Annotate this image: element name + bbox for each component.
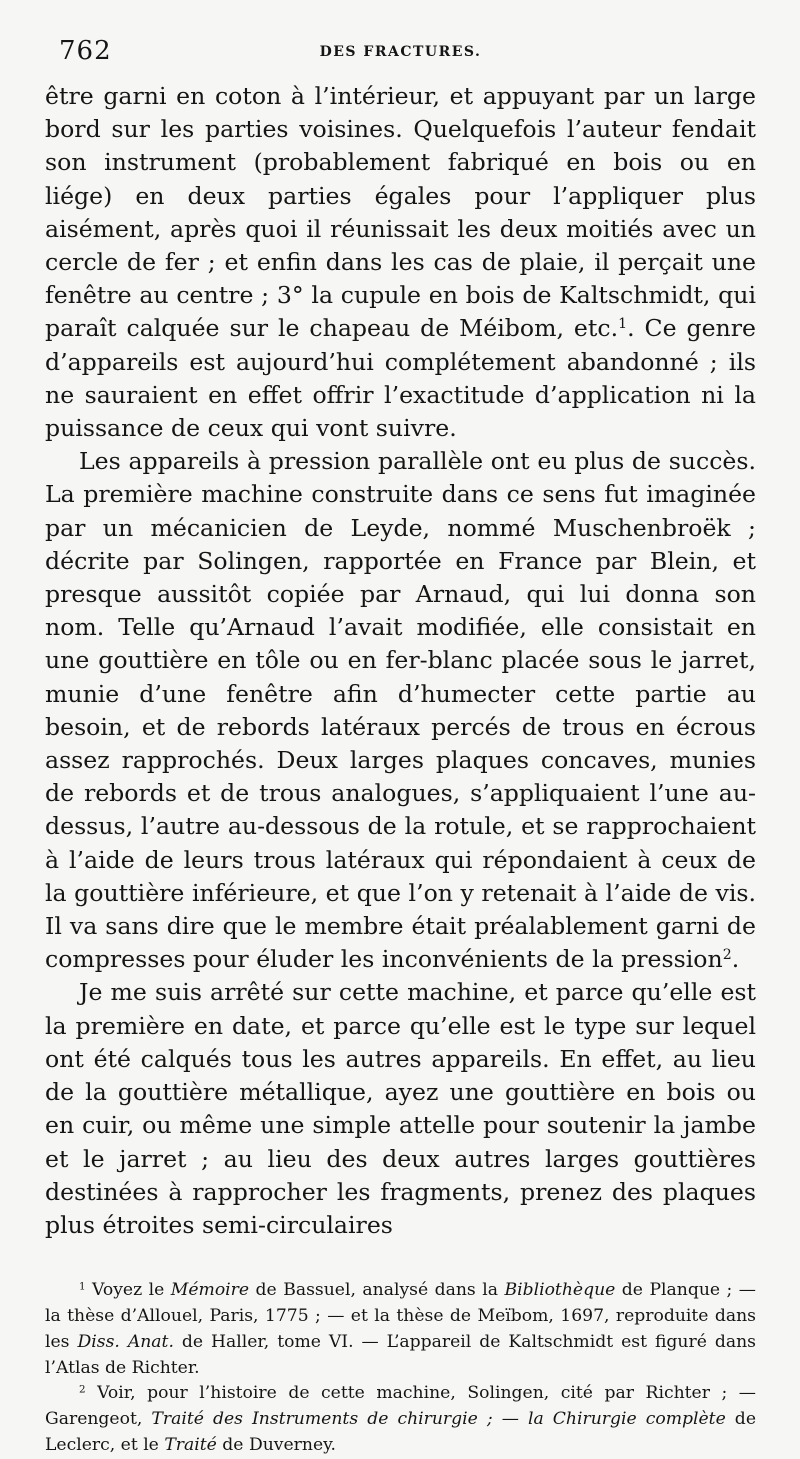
italic-text: Bibliothèque	[504, 1280, 616, 1301]
paragraph	[45, 445, 756, 976]
text-run: Voyez le	[85, 1280, 171, 1301]
text-run: de Bassuel, analysé dans la	[249, 1280, 505, 1301]
text-run: de Planque ; — la thèse d’Allouel, Paris, 1775 ; — et la thèse de Meïbom, 1697, reproduite dans les	[45, 1280, 756, 1352]
note-reference: 1	[618, 316, 628, 333]
text-run: de Haller, tome VI. — L’appareil de Kaltschmidt est figuré dans l’Atlas de Richter.	[45, 1331, 756, 1378]
page-number: 762	[59, 36, 112, 66]
italic-text: Mémoire	[170, 1280, 250, 1301]
text-run: .	[731, 945, 740, 974]
italic-text: Traité des Instruments de chirurgie ; — la Chirurgie complète	[151, 1409, 726, 1430]
paragraph	[45, 80, 756, 445]
text-run: Les appareils à pression parallèle ont eu plus de succès. La première machine construite dans ce sens fut imaginée par un mécanicien de Leyde, nommé Muschenbroëk ; décrite par Solingen, rapportée en France par Blein, et presque aussitôt copiée par Arnaud, qui lui donna son nom. Telle qu’Arnaud l’avait modifiée, elle consistait en une gouttière en tôle ou en fer-blanc placée sous le jarret, munie d’une fenêtre afin d’humecter cette partie au besoin, et de rebords latéraux percés de trous en écrous assez rapprochés. Deux larges plaques concaves, munies de rebords et de trous analogues, s’appliquaient l’une au-dessus, l’autre au-dessous de la rotule, et se rapprochaient à l’aide de leurs trous latéraux qui répondaient à ceux de la gouttière inférieure, et que l’on y retenait à l’aide de vis. Il va sans dire que le membre était préalablement garni de compresses pour éluder les inconvénients de la pression	[45, 447, 756, 974]
note-reference: 2	[79, 1383, 86, 1396]
text-run: être garni en coton à l’intérieur, et appuyant par un large bord sur les parties voisines. Quelquefois l’auteur fendait son instrument (probablement fabriqué en bois ou en liége) en deux parties égales pour l’appliquer plus aisément, après quoi il réunissait les deux moitiés avec un cercle de fer ; et enfin dans les cas de plaie, il perçait une fenêtre au centre ; 3° la cupule en bois de Kaltschmidt, qui paraît calquée sur le chapeau de Méibom, etc.	[45, 82, 756, 343]
footnote	[45, 1278, 756, 1381]
italic-text: Traité	[164, 1434, 217, 1455]
text-run: Voir, pour l’histoire de cette machine, Solingen, cité par Richter ; — Garengeot,	[45, 1383, 756, 1430]
text-run: de Leclerc, et le	[45, 1409, 756, 1455]
footnote	[45, 1381, 756, 1458]
text-run: de Duverney.	[216, 1434, 337, 1455]
page-header	[45, 0, 756, 80]
note-reference: 2	[722, 947, 732, 964]
text-run: Je me suis arrêté sur cette machine, et parce qu’elle est la première en date, et parce qu’elle est le type sur lequel ont été calqués tous les autres appareils. En effet, au lieu de la gouttière métallique, ayez une gouttière en bois ou en cuir, ou même une simple attelle pour soutenir la jambe et le jarret ; au lieu des deux autres larges gouttières destinées à rapprocher les fragments, prenez des plaques plus étroites semi-circulaires	[45, 978, 756, 1239]
text-run: . Ce genre d’appareils est aujourd’hui complétement abandonné ; ils ne sauraient en effet offrir l’exactitude d’application ni la puissance de ceux qui vont suivre.	[45, 314, 756, 443]
running-title: DES FRACTURES.	[319, 44, 482, 60]
note-reference: 1	[79, 1280, 86, 1293]
italic-text: Diss. Anat.	[77, 1331, 174, 1352]
footnotes	[45, 1278, 756, 1459]
paragraph	[45, 976, 756, 1242]
body-text	[45, 80, 756, 1242]
